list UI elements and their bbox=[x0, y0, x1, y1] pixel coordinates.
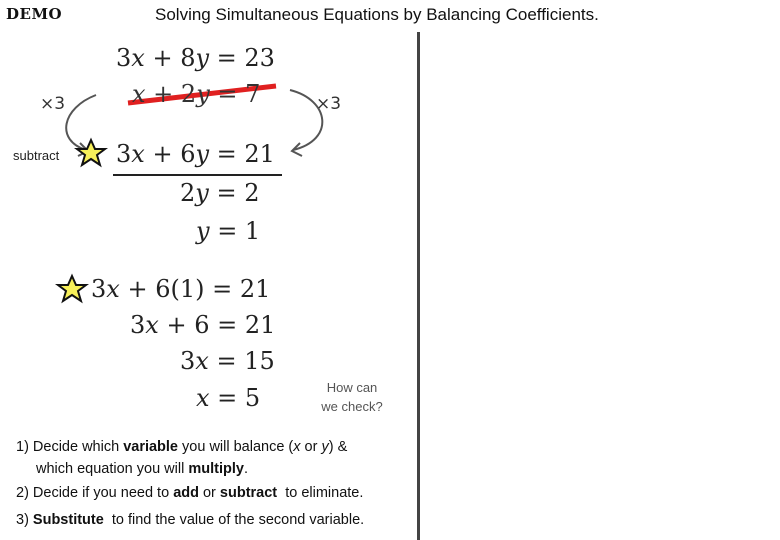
equation-2: x + 2y = 7 bbox=[132, 80, 261, 108]
step2-add: add bbox=[173, 485, 199, 501]
equation-8: 3x = 15 bbox=[180, 347, 275, 375]
subtract-label: subtract bbox=[13, 148, 60, 163]
step3-text: to find the value of the second variable. bbox=[103, 512, 365, 528]
star-icon bbox=[58, 276, 86, 301]
equation-6: 3x + 6(1) = 21 bbox=[91, 275, 271, 303]
equation-5: y = 1 bbox=[196, 217, 261, 245]
step3-substitute: Substitute bbox=[32, 512, 104, 528]
demo-label: DEMO bbox=[6, 5, 63, 23]
step1-y: y bbox=[321, 439, 329, 455]
step1-text: ) & bbox=[328, 439, 348, 455]
page-title: Solving Simultaneous Equations by Balancing Coefficients. bbox=[155, 5, 599, 24]
check-line-1: How can bbox=[326, 380, 378, 395]
step1-multiply: multiply bbox=[188, 461, 244, 477]
equation-1: 3x + 8y = 23 bbox=[116, 44, 275, 72]
step-2 bbox=[16, 485, 363, 501]
vertical-divider bbox=[417, 32, 420, 540]
check-prompt bbox=[312, 378, 392, 416]
step3-text: 3) bbox=[16, 512, 33, 528]
step1-x: x bbox=[293, 439, 301, 455]
multiply-left-label: ×3 bbox=[40, 94, 66, 114]
step1-text: which equation you will bbox=[36, 461, 189, 477]
step-3 bbox=[16, 512, 364, 528]
step2-text: 2) Decide if you need to bbox=[16, 485, 174, 501]
step1-text: 1) Decide which bbox=[16, 439, 124, 455]
equation-4: 2y = 2 bbox=[180, 179, 260, 207]
step1-text: or bbox=[300, 439, 322, 455]
step1-variable: variable bbox=[123, 439, 179, 455]
check-line-2: we check? bbox=[321, 399, 383, 414]
step1-text: you will balance ( bbox=[178, 439, 294, 455]
step-1 bbox=[16, 436, 347, 480]
equation-3: 3x + 6y = 21 bbox=[116, 140, 275, 168]
step2-text: or bbox=[198, 485, 220, 501]
multiply-right-label: ×3 bbox=[316, 94, 342, 114]
equation-7: 3x + 6 = 21 bbox=[130, 311, 276, 339]
step2-text: to eliminate. bbox=[277, 485, 364, 501]
step2-subtract: subtract bbox=[219, 485, 278, 501]
equation-9: x = 5 bbox=[196, 384, 261, 412]
step1-text: . bbox=[243, 461, 248, 477]
